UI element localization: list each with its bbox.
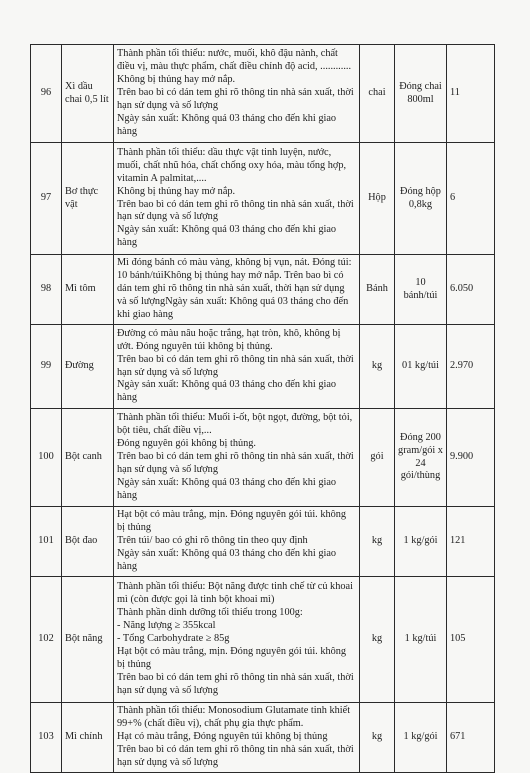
row-number-cell: 102 — [31, 577, 62, 703]
requirement-line: Hạt bột có màu trắng, mịn. Đóng nguyên gói túi. không — [117, 509, 347, 521]
requirement-line: bột tiêu, chất điều vị,... — [117, 425, 212, 437]
table-row — [31, 577, 495, 703]
table-row — [31, 409, 495, 507]
requirements-cell — [114, 577, 360, 703]
requirement-line: Đóng nguyên gói không bị thủng. — [117, 438, 257, 450]
table-row — [31, 255, 495, 325]
packaging-cell: Đóng chai 800ml — [395, 45, 447, 143]
product-name-cell: Đường — [62, 325, 114, 409]
requirement-line: mì (còn được gọi là tinh bột khoai mì) — [117, 594, 275, 606]
requirement-line: Trên bao bì có dán tem ghi rõ thông tin nhà sản xuất, thời — [117, 671, 354, 683]
table-row — [31, 45, 495, 143]
product-spec-table — [30, 44, 495, 773]
requirement-line: - Năng lượng ≥ 355kcal — [117, 620, 216, 632]
requirement-line: bị thủng — [117, 522, 152, 534]
unit-cell: kg — [360, 325, 395, 409]
row-number-cell: 103 — [31, 703, 62, 773]
quantity-cell: 671 — [447, 703, 495, 773]
row-number-cell: 97 — [31, 143, 62, 255]
requirement-line: 10 bánh/túiKhông bị thủng hay mở nắp. Trên bao bì có — [117, 270, 344, 282]
table-body — [31, 45, 495, 773]
requirement-line: 99+% (chất điều vị), chất phụ gia thực phẩm. — [117, 718, 304, 730]
requirement-line: Thành phần tối thiểu: Muối i-ốt, bột ngọt, đường, bột tỏi, — [117, 412, 353, 424]
table-row — [31, 143, 495, 255]
requirement-line: Thành phần tối thiểu: dầu thực vật tinh luyện, nước, — [117, 146, 332, 158]
requirement-line: Trên bao bì có dán tem ghi rõ thông tin nhà sản xuất, thời — [117, 451, 354, 463]
requirement-line: hàng — [117, 125, 138, 137]
requirement-line: dán tem ghi rõ thông tin nhà sản xuất, thời hạn sử dụng — [117, 283, 345, 295]
product-name-cell: Bột năng — [62, 577, 114, 703]
requirement-line: Ngày sản xuất: Không quá 03 tháng cho đến khi giao — [117, 547, 337, 559]
product-name-cell: Xì dầu chai 0,5 lít — [62, 45, 114, 143]
requirements-cell — [114, 409, 360, 507]
requirement-line: Ngày sản xuất: Không quá 03 tháng cho đến khi giao — [117, 112, 337, 124]
table-row — [31, 507, 495, 577]
quantity-cell: 11 — [447, 45, 495, 143]
requirement-line: điều vị, màu thực phẩm, chất điều chỉnh độ acid, ............ — [117, 61, 352, 73]
requirement-line: bị thủng — [117, 658, 152, 670]
requirement-line: Thành phần tối thiểu: Monosodium Glutamate tinh khiết — [117, 705, 351, 717]
requirement-line: hàng — [117, 489, 138, 501]
requirement-line: hạn sử dụng và số lượng — [117, 684, 218, 696]
requirement-line: ướt. Đóng nguyên túi không bị thủng. — [117, 340, 273, 352]
packaging-cell: 1 kg/túi — [395, 577, 447, 703]
packaging-cell: Đóng 200 gram/gói x 24 gói/thùng — [395, 409, 447, 507]
requirement-line: Trên bao bì có dán tem ghi rõ thông tin nhà sản xuất, thời — [117, 743, 354, 755]
unit-cell: gói — [360, 409, 395, 507]
unit-cell: kg — [360, 577, 395, 703]
requirement-line: hạn sử dụng và số lượng — [117, 463, 218, 475]
quantity-cell: 105 — [447, 577, 495, 703]
unit-cell: kg — [360, 507, 395, 577]
requirement-line: và số lượngNgày sản xuất: Không quá 03 tháng cho đến — [117, 295, 349, 307]
requirement-line: Đường có màu nâu hoặc trắng, hạt tròn, khô, không bị — [117, 327, 341, 339]
requirement-line: hàng — [117, 392, 138, 404]
requirement-line: Trên bao bì có dán tem ghi rõ thông tin nhà sản xuất, thời — [117, 87, 354, 99]
requirement-line: Trên bao bì có dán tem ghi rõ thông tin nhà sản xuất, thời — [117, 198, 354, 210]
product-name-cell: Bột đao — [62, 507, 114, 577]
quantity-cell: 121 — [447, 507, 495, 577]
requirement-line: Ngày sản xuất: Không quá 03 tháng cho đến khi giao — [117, 476, 337, 488]
unit-cell: kg — [360, 703, 395, 773]
requirements-cell — [114, 255, 360, 325]
requirement-line: Thành phần tối thiểu: Bột năng được tinh chế từ củ khoai — [117, 581, 353, 593]
requirement-line: - Tổng Carbohydrate ≥ 85g — [117, 633, 230, 645]
requirement-line: hạn sử dụng và số lượng — [117, 366, 218, 378]
requirement-line: Ngày sản xuất: Không quá 03 tháng cho đến khi giao — [117, 224, 337, 236]
row-number-cell: 100 — [31, 409, 62, 507]
row-number-cell: 98 — [31, 255, 62, 325]
requirement-line: Không bị thủng hay mở nắp. — [117, 74, 236, 86]
requirement-line: vitamin A palmitat,.... — [117, 172, 207, 184]
product-name-cell: Bột canh — [62, 409, 114, 507]
row-number-cell: 99 — [31, 325, 62, 409]
packaging-cell: 1 kg/gói — [395, 507, 447, 577]
table-row — [31, 703, 495, 773]
requirement-line: hàng — [117, 560, 138, 572]
requirement-line: Không bị thủng hay mở nắp. — [117, 185, 236, 197]
unit-cell: Bánh — [360, 255, 395, 325]
packaging-cell: 1 kg/gói — [395, 703, 447, 773]
requirements-cell — [114, 507, 360, 577]
product-name-cell: Mì tôm — [62, 255, 114, 325]
requirement-line: Thành phần dinh dưỡng tối thiểu trong 100g: — [117, 607, 303, 619]
requirement-line: Thành phần tối thiểu: nước, muối, khô đậu nành, chất — [117, 48, 338, 60]
row-number-cell: 101 — [31, 507, 62, 577]
requirements-cell — [114, 325, 360, 409]
quantity-cell: 6.050 — [447, 255, 495, 325]
requirements-cell — [114, 45, 360, 143]
packaging-cell: Đóng hộp 0,8kg — [395, 143, 447, 255]
requirement-line: hạn sử dụng và số lượng — [117, 756, 218, 768]
requirement-line: hạn sử dụng và số lượng — [117, 211, 218, 223]
unit-cell: chai — [360, 45, 395, 143]
requirement-line: muối, chất nhũ hóa, chất chống oxy hóa, màu tổng hợp, — [117, 159, 347, 171]
requirements-cell — [114, 703, 360, 773]
packaging-cell: 01 kg/túi — [395, 325, 447, 409]
row-number-cell: 96 — [31, 45, 62, 143]
requirement-line: hạn sử dụng và số lượng — [117, 99, 218, 111]
packaging-cell: 10 bánh/túi — [395, 255, 447, 325]
product-name-cell: Mì chính — [62, 703, 114, 773]
quantity-cell: 6 — [447, 143, 495, 255]
requirements-cell — [114, 143, 360, 255]
quantity-cell: 9.900 — [447, 409, 495, 507]
requirement-line: Mì đóng bánh có màu vàng, không bị vụn, nát. Đóng túi: — [117, 257, 352, 269]
table-row — [31, 325, 495, 409]
requirement-line: Trên túi/ bao có ghi rõ thông tin theo quy định — [117, 535, 308, 547]
unit-cell: Hộp — [360, 143, 395, 255]
requirement-line: Trên bao bì có dán tem ghi rõ thông tin nhà sản xuất, thời — [117, 353, 354, 365]
requirement-line: Hạt có màu trắng, Đóng nguyên túi không bị thủng — [117, 731, 328, 743]
quantity-cell: 2.970 — [447, 325, 495, 409]
requirement-line: Hạt bột có màu trắng, mịn. Đóng nguyên gói túi. không — [117, 645, 347, 657]
requirement-line: khi giao hàng — [117, 308, 174, 320]
requirement-line: hàng — [117, 237, 138, 249]
product-name-cell: Bơ thực vật — [62, 143, 114, 255]
requirement-line: Ngày sản xuất: Không quá 03 tháng cho đến khi giao — [117, 379, 337, 391]
